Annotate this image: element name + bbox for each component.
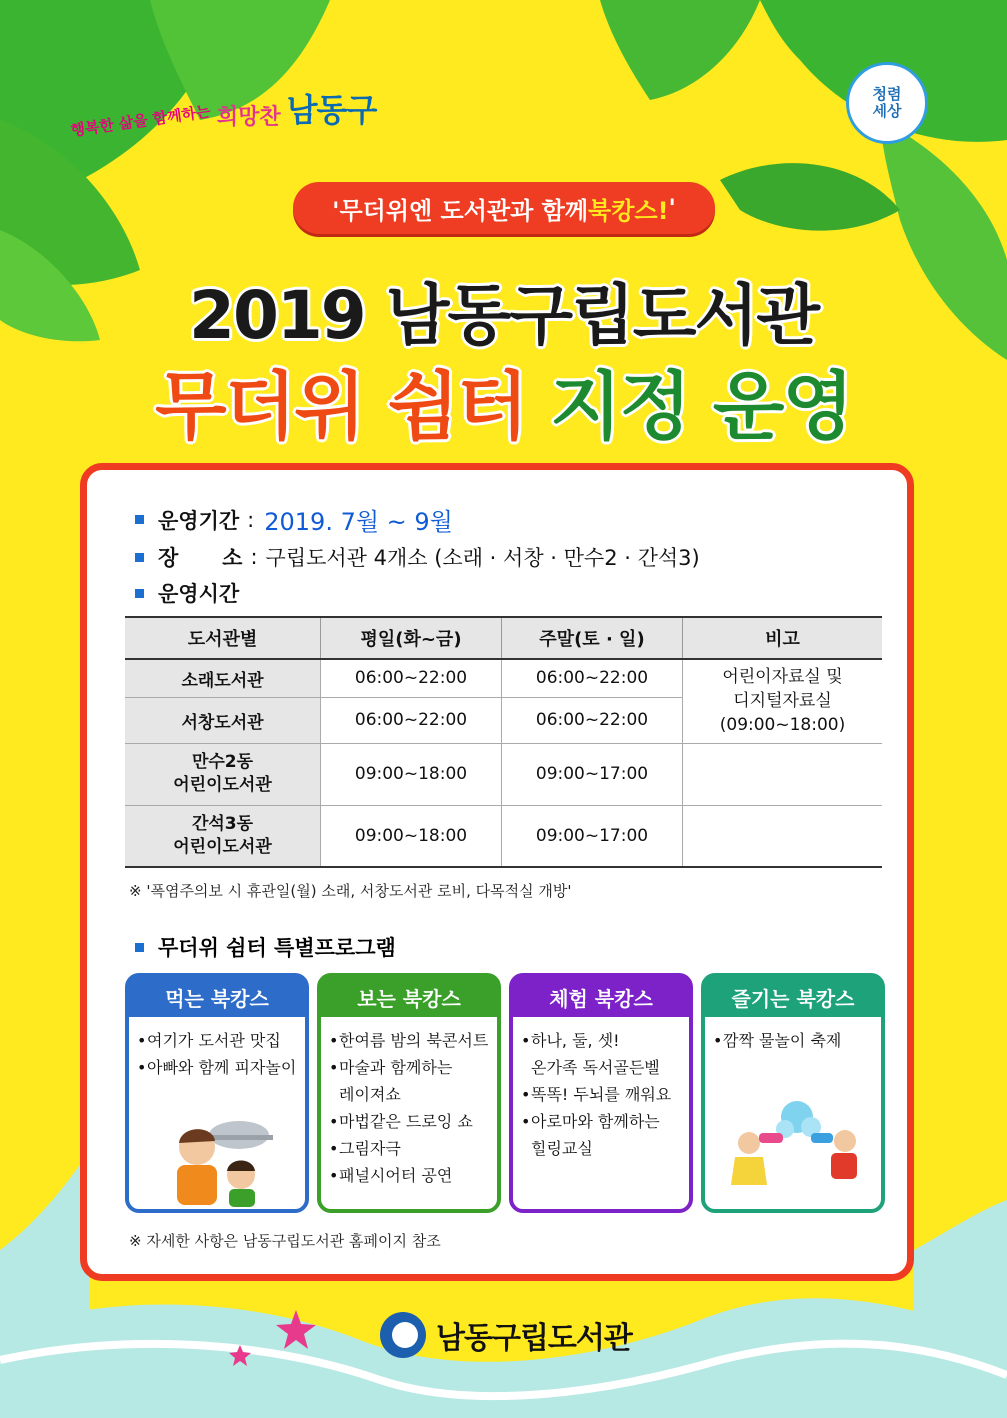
district-logo [69, 85, 377, 140]
weekend-hours: 06:00~22:00 [502, 659, 683, 697]
header-library: 도서관별 [125, 617, 321, 659]
card-title: 보는 북캉스 [321, 977, 497, 1017]
bullet-square-icon [135, 943, 144, 952]
district-name: 남동구 [286, 91, 377, 129]
remarks-cell-empty [683, 805, 883, 867]
slogan-highlight: 북캉스! [588, 196, 669, 225]
place-label: 장 소 [158, 546, 243, 570]
remark-line: 디지털자료실 [733, 691, 832, 712]
library-emblem-icon [380, 1312, 426, 1358]
district-slogan: 행복한 삶을 함께하는 [69, 102, 212, 140]
library-name-line1: 간석3동 [191, 813, 254, 834]
weekday-hours: 09:00~18:00 [321, 805, 502, 867]
program-card-watching [317, 973, 501, 1213]
colon: : [250, 545, 258, 569]
card-items [513, 1017, 689, 1162]
program-card-eating [125, 973, 309, 1213]
list-item: 레이져쇼 [339, 1085, 401, 1104]
homepage-note: ※ 자세한 사항은 남동구립도서관 홈페이지 참조 [129, 1232, 441, 1250]
table-row [125, 805, 882, 867]
slogan-prefix: '무더위엔 도서관과 함께 [332, 196, 589, 225]
remarks-cell-empty [683, 743, 883, 805]
poster-title-line2 [0, 348, 1007, 454]
list-item: •패널시어터 공연 [329, 1166, 453, 1185]
library-name: 소래도서관 [125, 659, 321, 697]
card-items [321, 1017, 497, 1189]
list-item: •하나, 둘, 셋! [521, 1031, 620, 1050]
hours-label: 운영시간 [158, 582, 240, 606]
weekend-hours: 06:00~22:00 [502, 697, 683, 743]
remark-line: (09:00~18:00) [719, 715, 846, 736]
bullet-square-icon [135, 553, 144, 562]
list-item: •마술과 함께하는 [329, 1058, 453, 1077]
table-row [125, 659, 882, 697]
program-card-experience [509, 973, 693, 1213]
library-name [125, 743, 321, 805]
weekend-hours: 09:00~17:00 [502, 743, 683, 805]
list-item: •그림자극 [329, 1139, 401, 1158]
integrity-badge [846, 62, 928, 144]
place-value: 구립도서관 4개소 (소래 · 서창 · 만수2 · 간석3) [265, 546, 700, 570]
list-item: 온가족 독서골든벨 [531, 1058, 660, 1077]
library-name-footer: 남동구립도서관 [436, 1321, 632, 1356]
header-weekend: 주말(토 · 일) [502, 617, 683, 659]
weekday-hours: 06:00~22:00 [321, 697, 502, 743]
card-items [129, 1017, 305, 1081]
list-item: •여기가 도서관 맛집 [137, 1031, 281, 1050]
title-word-heat: 무더위 [155, 364, 364, 450]
library-name-line1: 만수2동 [191, 752, 254, 772]
list-item: •아로마와 함께하는 [521, 1112, 660, 1131]
library-footer-logo [380, 1312, 632, 1358]
header-remarks: 비고 [683, 617, 883, 659]
list-item: •똑똑! 두뇌를 깨워요 [521, 1085, 672, 1104]
period-label: 운영기간 [158, 508, 240, 533]
card-title: 먹는 북캉스 [129, 977, 305, 1017]
card-title: 체험 북캉스 [513, 977, 689, 1017]
schedule-table [125, 616, 882, 868]
list-item: •한여름 밤의 북콘서트 [329, 1031, 489, 1050]
poster-title-line1: 2019 남동구립도서관 [189, 277, 818, 354]
program-heading-text: 무더위 쉼터 특별프로그램 [158, 936, 396, 960]
title-word-operation: 운영 [712, 364, 852, 450]
header-weekday: 평일(화~금) [321, 617, 502, 659]
weekday-hours: 06:00~22:00 [321, 659, 502, 697]
water-play-illustration [719, 1097, 869, 1197]
table-header-row [125, 617, 882, 659]
father-child-cooking-illustration [159, 1117, 279, 1207]
list-item: •마법같은 드로잉 쇼 [329, 1112, 473, 1131]
card-title: 즐기는 북캉스 [705, 977, 881, 1017]
place-row [135, 542, 700, 572]
library-name: 서창도서관 [125, 697, 321, 743]
bullet-square-icon [135, 515, 144, 524]
weekday-hours: 09:00~18:00 [321, 743, 502, 805]
library-name-line2: 어린이도서관 [173, 836, 272, 857]
info-panel [80, 463, 914, 1281]
slogan-suffix: ' [668, 194, 676, 222]
badge-line1: 청렴 [872, 84, 902, 103]
district-slogan-hope: 희망찬 [216, 105, 281, 130]
list-item: 힐링교실 [531, 1139, 593, 1158]
table-row [125, 743, 882, 805]
list-item: •아빠와 함께 피자놀이 [137, 1058, 297, 1077]
bullet-square-icon [135, 589, 144, 598]
list-item: •깜짝 물놀이 축제 [713, 1031, 842, 1050]
program-card-enjoying [701, 973, 885, 1213]
weekend-hours: 09:00~17:00 [502, 805, 683, 867]
remarks-cell [683, 659, 883, 743]
program-heading [135, 932, 396, 962]
heat-advisory-note: ※ '폭염주의보 시 휴관일(월) 소래, 서창도서관 로비, 다목적실 개방' [129, 882, 572, 900]
colon: : [247, 507, 255, 532]
library-name [125, 805, 321, 867]
period-value: 2019. 7월 ~ 9월 [264, 508, 453, 536]
remark-line: 어린이자료실 및 [722, 667, 843, 688]
campaign-slogan [293, 182, 715, 234]
period-row [135, 502, 453, 537]
library-name-line2: 어린이도서관 [173, 775, 272, 795]
badge-line2: 세상 [872, 102, 902, 120]
hours-row [135, 578, 239, 608]
title-word-shelter: 쉼터 [387, 364, 527, 450]
title-word-designated: 지정 [550, 364, 690, 450]
card-items [705, 1017, 881, 1054]
